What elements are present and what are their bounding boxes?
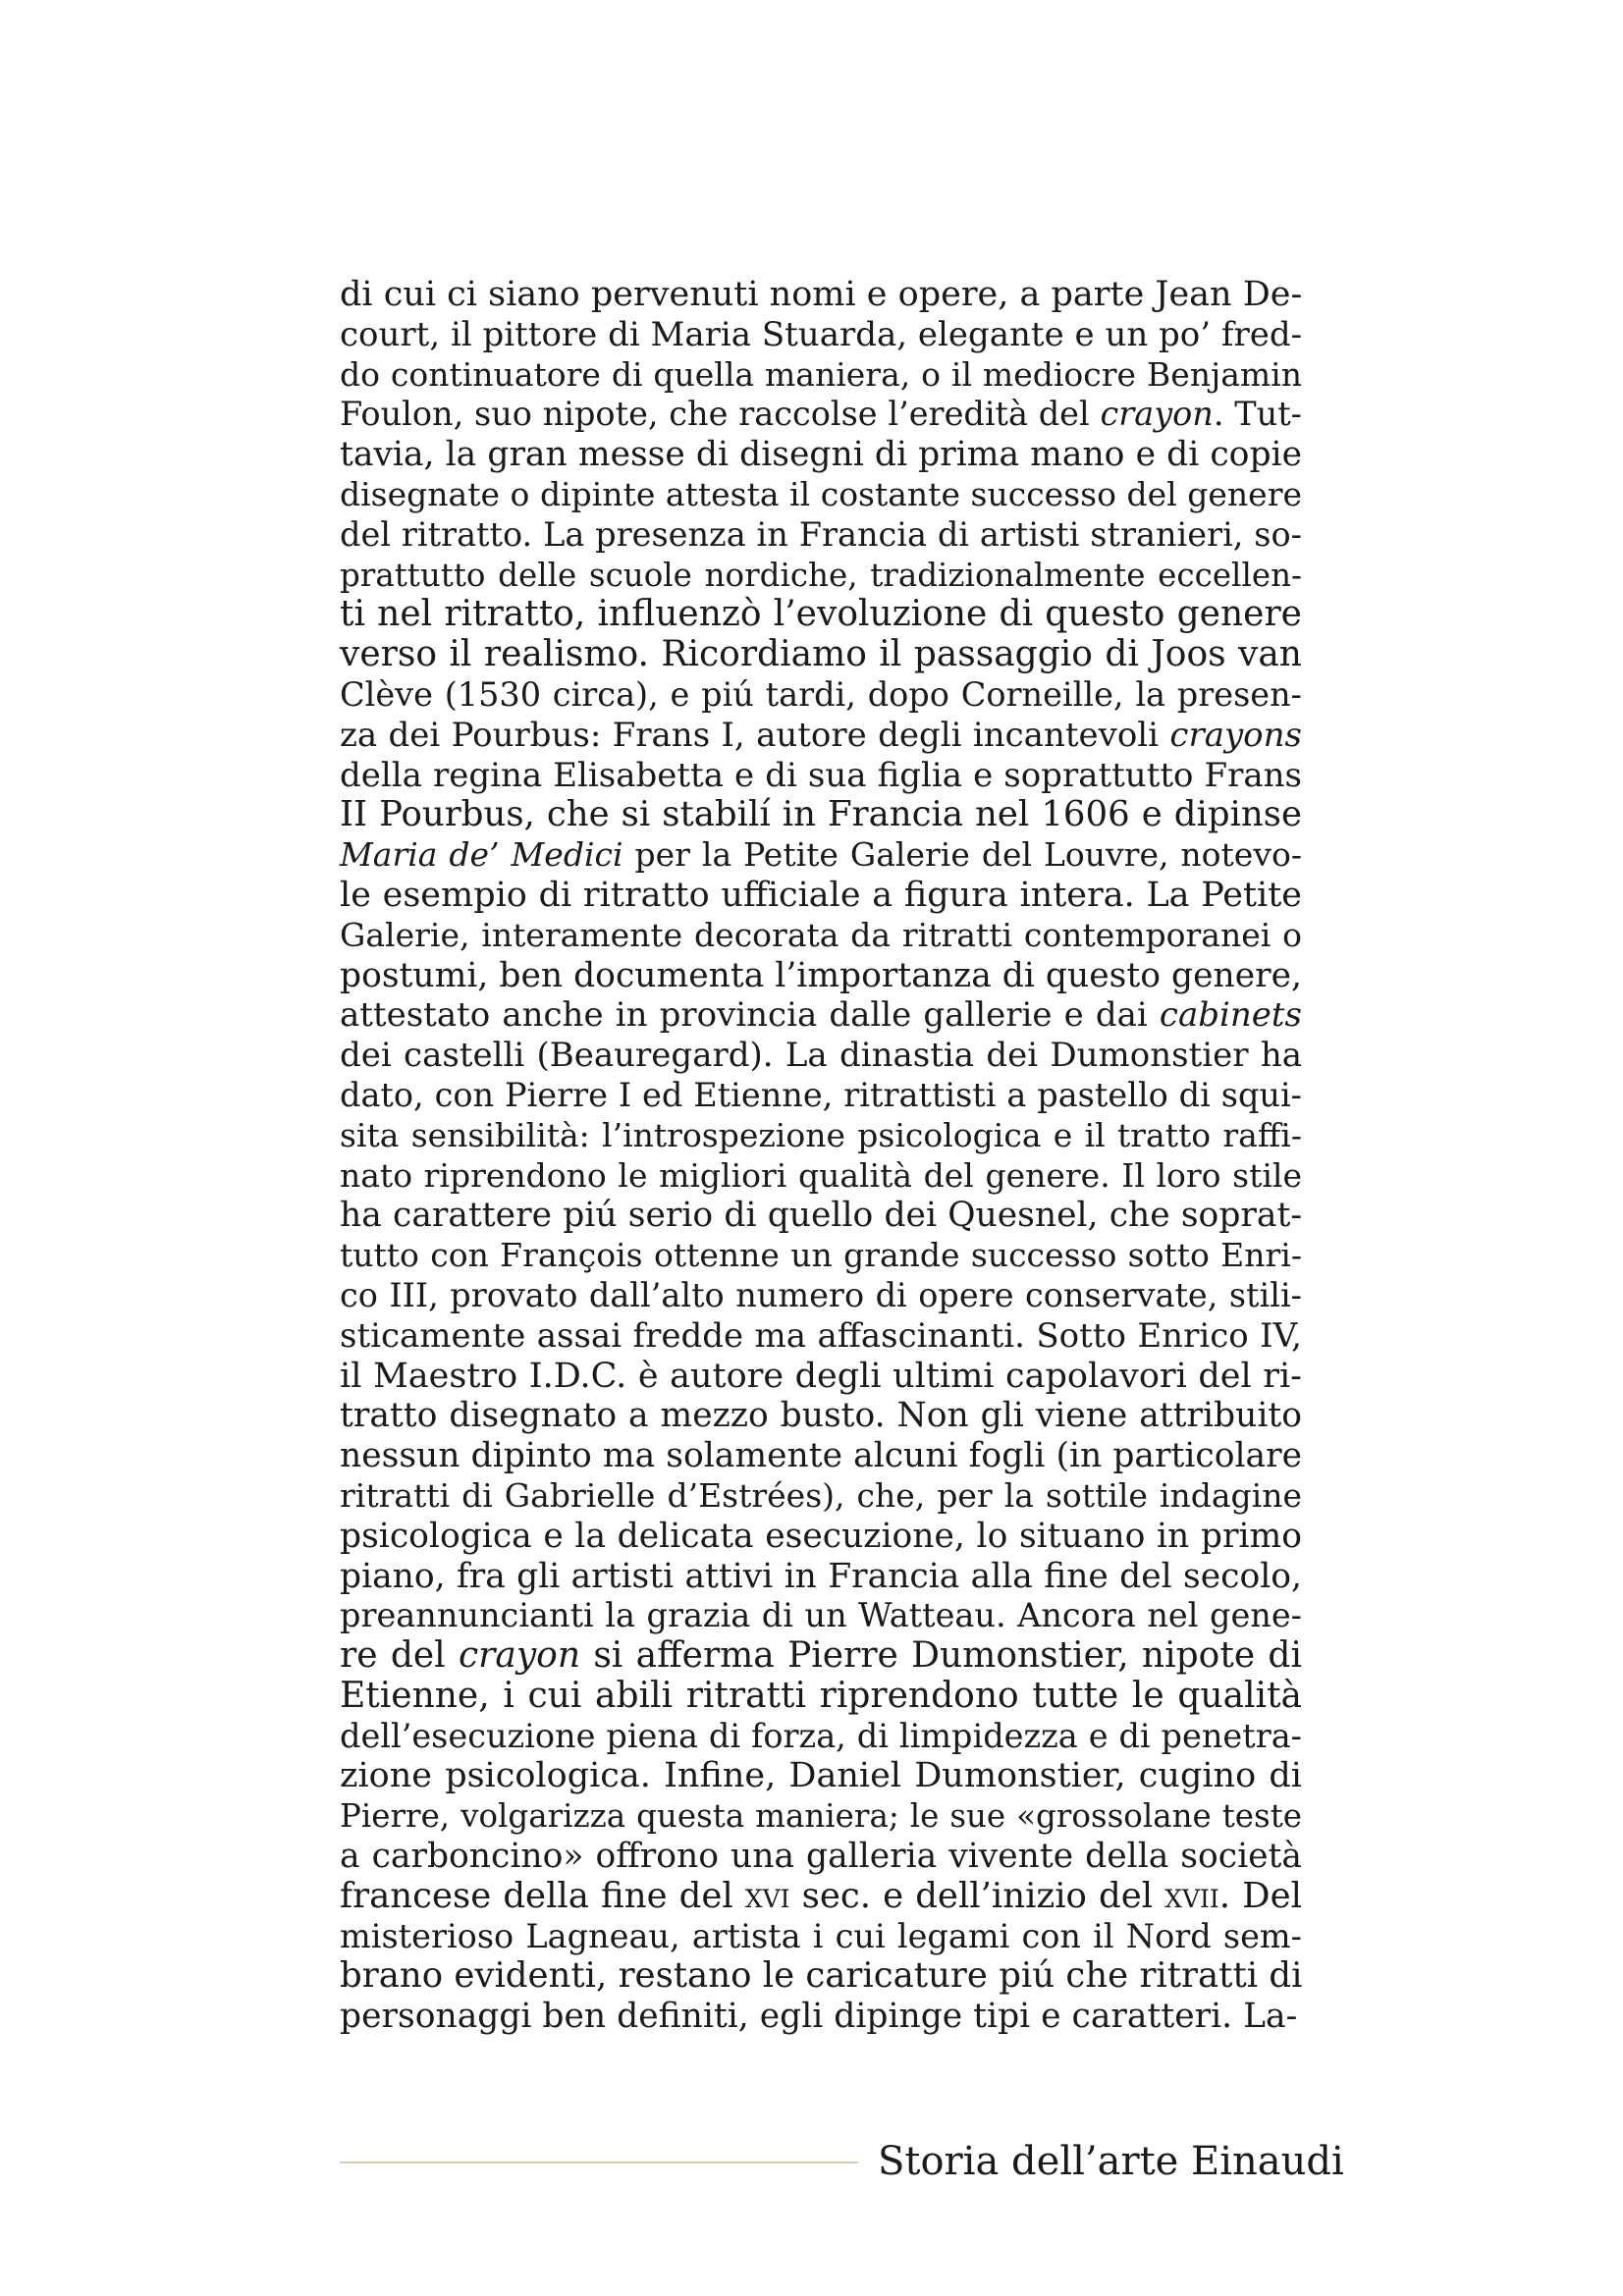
text-line: [340, 1316, 1302, 1357]
text-segment: Pierre, volgarizza questa maniera; le sue «grossolane teste: [340, 1797, 1302, 1836]
text-segment: sticamente assai fredde ma affascinanti. Sotto Enrico IV,: [340, 1315, 1302, 1356]
text-segment: sec. e dell’inizio del: [789, 1875, 1165, 1916]
text-segment: re del: [340, 1635, 459, 1677]
text-segment: verso il realismo. Ricordiamo il passaggio di Joos van: [340, 634, 1302, 675]
text-segment: Etienne, i cui abili ritratti riprendono tutte le qualità: [340, 1675, 1302, 1716]
text-segment: . Del: [1218, 1875, 1302, 1916]
text-line: [340, 1156, 1302, 1197]
text-segment: tavia, la gran messe di disegni di prima mano e di copie: [340, 435, 1302, 475]
text-segment: postumi, ben documenta l’importanza di questo genere,: [340, 955, 1302, 995]
text-segment: a carboncino» offrono una galleria vivente della società: [340, 1837, 1302, 1877]
text-segment: della regina Elisabetta e di sua figlia e soprattutto Frans: [340, 755, 1302, 795]
text-segment: si afferma Pierre Dumonstier, nipote di: [580, 1635, 1302, 1677]
text-line: [340, 1677, 1302, 1717]
text-line: [340, 1837, 1302, 1877]
text-segment: misterioso Lagneau, artista i cui legami con il Nord sem-: [340, 1916, 1302, 1955]
text-line: [340, 1717, 1302, 1757]
text-segment: di cui ci siano pervenuti nomi e opere, a parte Jean De-: [340, 275, 1303, 314]
text-segment: attestato anche in provincia dalle gallerie e dai: [340, 995, 1160, 1036]
text-line: [340, 435, 1302, 475]
text-segment: del ritratto. La presenza in Francia di artisti stranieri, so-: [340, 514, 1302, 554]
text-segment: piano, fra gli artisti attivi in Francia alla fine del secolo,: [340, 1556, 1302, 1596]
text-segment: zione psicologica. Infine, Daniel Dumonstier, cugino di: [340, 1756, 1302, 1796]
text-segment: dato, con Pierre I ed Etienne, ritrattisti a pastello di squi-: [340, 1075, 1302, 1114]
text-segment-italic: crayons: [1169, 715, 1302, 755]
text-line: [340, 675, 1302, 716]
text-segment: II Pourbus, che si stabilí in Francia nel 1606 e dipinse: [340, 794, 1302, 835]
text-line: [340, 1276, 1302, 1316]
text-line: [340, 395, 1302, 435]
text-segment: Galerie, interamente decorata da ritratti contemporanei o: [340, 915, 1302, 954]
text-segment: ti nel ritratto, influenzò l’evoluzione di questo genere: [340, 594, 1302, 635]
text-segment: nato riprendono le migliori qualità del genere. Il loro stile: [340, 1155, 1302, 1195]
text-line: [340, 1877, 1302, 1917]
text-segment: Clève (1530 circa), e piú tardi, dopo Corneille, la presen-: [340, 674, 1302, 714]
text-line: [340, 916, 1302, 956]
text-line: [340, 1357, 1302, 1397]
text-line: [340, 995, 1302, 1036]
text-line: [340, 515, 1302, 556]
text-line: [340, 355, 1302, 396]
text-segment: za dei Pourbus: Frans I, autore degli incantevoli: [340, 715, 1170, 755]
text-line: [340, 1036, 1302, 1076]
text-segment-italic: crayon: [458, 1635, 581, 1677]
text-line: [340, 1476, 1302, 1517]
text-segment-italic: Maria de’ Medici: [340, 835, 623, 875]
text-line: [340, 595, 1302, 635]
text-line: [340, 1236, 1302, 1276]
text-segment-italic: cabinets: [1159, 995, 1302, 1036]
text-segment: per la Petite Galerie del Louvre, notevo-: [622, 835, 1302, 875]
text-line: [340, 1997, 1302, 2037]
text-line: [340, 1956, 1302, 1997]
text-line: [340, 1796, 1302, 1837]
text-segment: brano evidenti, restano le caricature piú che ritratti di: [340, 1955, 1303, 1997]
text-segment: tutto con François ottenne un grande successo sotto Enri-: [340, 1236, 1302, 1275]
text-segment: personaggi ben definiti, egli dipinge tipi e caratteri. La-: [340, 1997, 1298, 2037]
text-line: [340, 716, 1302, 756]
text-segment: il Maestro I.D.C. è autore degli ultimi capolavori del ri-: [340, 1356, 1302, 1396]
text-segment: tratto disegnato a mezzo busto. Non gli viene attribuito: [340, 1396, 1302, 1436]
text-segment: court, il pittore di Maria Stuarda, elegante e un po’ fred-: [340, 314, 1303, 354]
text-line: [340, 956, 1302, 996]
text-segment: nessun dipinto ma solamente alcuni fogli (in particolare: [340, 1436, 1302, 1476]
text-line: [340, 1756, 1302, 1796]
text-segment-italic: crayon: [1100, 395, 1214, 434]
text-segment: dell’esecuzione piena di forza, di limpidezza e di penetra-: [340, 1716, 1302, 1755]
text-line: [340, 475, 1302, 515]
text-line: [340, 1596, 1302, 1636]
text-segment-smallcaps: xvii: [1164, 1875, 1219, 1916]
body-text: [340, 275, 1302, 2037]
text-segment: dei castelli (Beauregard). La dinastia dei Dumonstier ha: [340, 1036, 1302, 1076]
text-segment: psicologica e la delicata esecuzione, lo situano in primo: [340, 1516, 1302, 1556]
text-segment: sita sensibilità: l’introspezione psicologica e il tratto raffi-: [340, 1115, 1302, 1154]
text-line: [340, 315, 1302, 355]
text-line: [340, 275, 1302, 315]
text-segment: prattutto delle scuole nordiche, tradizionalmente eccellen-: [340, 556, 1302, 594]
text-line: [340, 1557, 1302, 1597]
text-segment: ritratti di Gabrielle d’Estrées), che, per la sottile indagine: [340, 1475, 1302, 1515]
text-line: [340, 1517, 1302, 1557]
text-segment: francese della fine del: [340, 1875, 745, 1916]
text-line: [340, 1917, 1302, 1957]
text-segment: . Tut-: [1213, 395, 1302, 434]
text-line: [340, 1396, 1302, 1436]
text-line: [340, 795, 1302, 835]
text-line: [340, 756, 1302, 796]
text-line: [340, 835, 1302, 876]
text-segment: Foulon, suo nipote, che raccolse l’eredità del: [340, 395, 1101, 434]
text-segment: disegnate o dipinte attesta il costante successo del genere: [340, 474, 1302, 513]
text-line: [340, 1076, 1302, 1116]
text-line: [340, 635, 1302, 675]
text-line: [340, 1436, 1302, 1476]
text-line: [340, 556, 1302, 596]
text-segment: preannuncianti la grazia di un Watteau. Ancora nel gene-: [340, 1596, 1302, 1635]
text-line: [340, 1116, 1302, 1156]
text-line: [340, 876, 1302, 916]
text-segment: le esempio di ritratto ufficiale a figura intera. La Petite: [340, 875, 1302, 915]
text-segment: co III, provato dall’alto numero di opere conservate, stili-: [340, 1275, 1302, 1314]
footer-rule: [340, 2162, 858, 2163]
text-segment: do continuatore di quella maniera, o il mediocre Benjamin: [340, 354, 1302, 394]
text-segment-smallcaps: xvi: [744, 1875, 790, 1916]
text-segment: ha carattere piú serio di quello dei Quesnel, che soprat-: [340, 1196, 1302, 1236]
text-line: [340, 1196, 1302, 1236]
footer-title: Storia dell’arte Einaudi: [878, 2139, 1344, 2184]
text-line: [340, 1636, 1302, 1677]
